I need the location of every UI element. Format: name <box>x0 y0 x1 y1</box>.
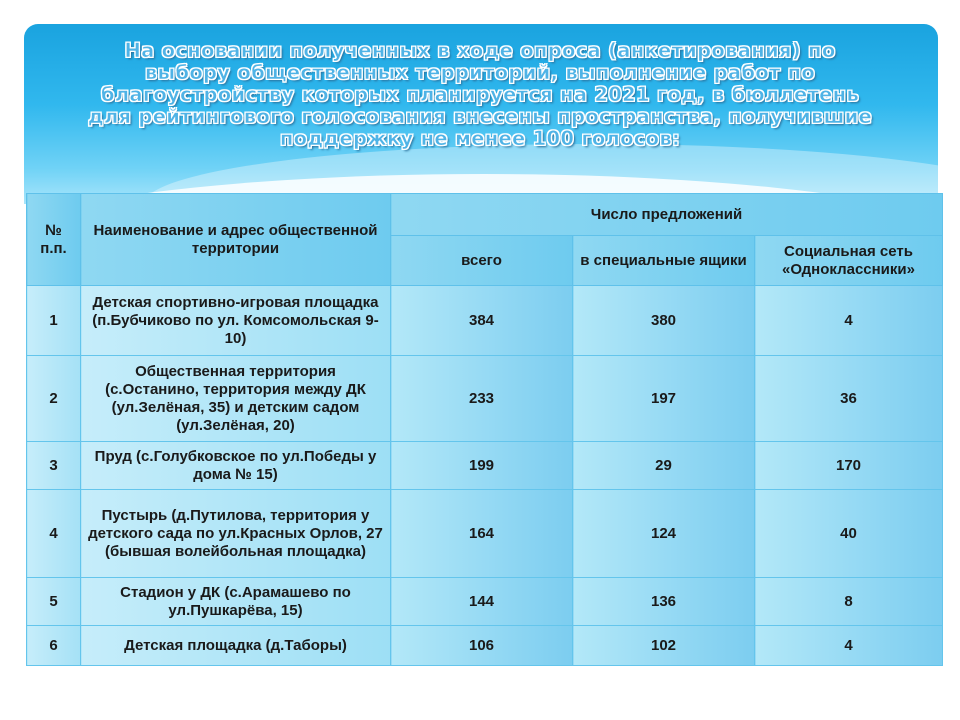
header-name: Наименование и адрес общественной территории <box>81 194 391 286</box>
row-name: Пруд (с.Голубковское по ул.Победы у дома № 15) <box>81 442 391 490</box>
table-row <box>27 286 943 356</box>
row-total: 164 <box>391 490 573 578</box>
header-boxes: в специальные ящики <box>573 236 755 286</box>
row-name: Пустырь (д.Путилова, территория у детского сада по ул.Красных Орлов, 27 (бывшая волейбольная площадка) <box>81 490 391 578</box>
row-number: 6 <box>27 626 81 666</box>
title-line: выбору общественных территорий, выполнение работ по <box>144 61 816 84</box>
title-line: поддержку не менее 100 голосов: <box>279 127 681 150</box>
table-row <box>27 356 943 442</box>
header-total: всего <box>391 236 573 286</box>
row-total: 144 <box>391 578 573 626</box>
row-total: 106 <box>391 626 573 666</box>
header-proposals-group: Число предложений <box>391 194 943 236</box>
table-row <box>27 490 943 578</box>
row-boxes: 29 <box>573 442 755 490</box>
row-name: Общественная территория (с.Останино, территория между ДК (ул.Зелёная, 35) и детским садом (ул.Зелёная, 20) <box>81 356 391 442</box>
row-number: 4 <box>27 490 81 578</box>
row-boxes: 124 <box>573 490 755 578</box>
title-line: На основании полученных в ходе опроса (анкетирования) по <box>124 39 836 62</box>
row-social: 4 <box>755 626 943 666</box>
row-number: 2 <box>27 356 81 442</box>
row-total: 384 <box>391 286 573 356</box>
row-social: 170 <box>755 442 943 490</box>
table-header-row <box>27 194 943 236</box>
header-social: Социальная сеть «Одноклассники» <box>755 236 943 286</box>
slide-title <box>40 40 920 150</box>
row-name: Детская площадка (д.Таборы) <box>81 626 391 666</box>
row-social: 8 <box>755 578 943 626</box>
header-number: № п.п. <box>27 194 81 286</box>
row-total: 199 <box>391 442 573 490</box>
row-boxes: 102 <box>573 626 755 666</box>
row-boxes: 380 <box>573 286 755 356</box>
row-name: Стадион у ДК (с.Арамашево по ул.Пушкарёва, 15) <box>81 578 391 626</box>
table-row <box>27 442 943 490</box>
row-number: 1 <box>27 286 81 356</box>
row-number: 3 <box>27 442 81 490</box>
row-number: 5 <box>27 578 81 626</box>
row-total: 233 <box>391 356 573 442</box>
table-row <box>27 578 943 626</box>
title-line: для рейтингового голосования внесены пространства, получившие <box>87 105 873 128</box>
row-boxes: 197 <box>573 356 755 442</box>
row-social: 40 <box>755 490 943 578</box>
table-row <box>27 626 943 666</box>
territories-table <box>26 193 943 666</box>
row-name: Детская спортивно-игровая площадка (п.Бубчиково по ул. Комсомольская 9-10) <box>81 286 391 356</box>
title-line: благоустройству которых планируется на 2021 год, в бюллетень <box>100 83 860 106</box>
row-social: 4 <box>755 286 943 356</box>
row-social: 36 <box>755 356 943 442</box>
row-boxes: 136 <box>573 578 755 626</box>
